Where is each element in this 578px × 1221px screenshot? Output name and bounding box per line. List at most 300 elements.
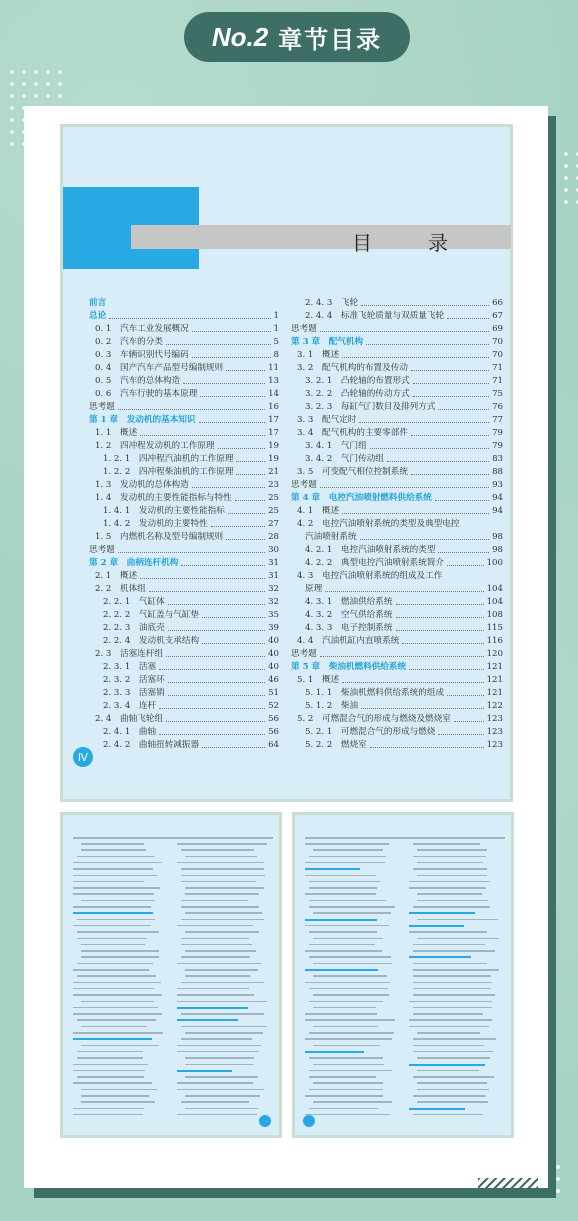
thumbnail-text-line xyxy=(185,1032,263,1034)
leader-dots xyxy=(226,531,265,540)
thumbnail-text-line xyxy=(313,912,391,914)
thumbnail-text-line xyxy=(73,1082,152,1084)
thumbnail-text-line xyxy=(185,912,262,914)
thumbnail-text-line xyxy=(305,925,389,927)
thumbnail-text-line xyxy=(309,1070,392,1072)
thumbnail-text-line xyxy=(77,1057,143,1059)
thumbnail-text-line xyxy=(81,1101,155,1103)
leader-dots xyxy=(320,479,489,488)
thumbnail-text-line xyxy=(177,963,261,965)
toc-entry xyxy=(291,557,503,570)
thumbnail-text-line xyxy=(417,1057,490,1059)
leader-dots xyxy=(159,726,265,735)
thumbnail-text-line xyxy=(177,1070,232,1072)
thumbnail-text-line xyxy=(77,1019,156,1021)
toc-entry xyxy=(89,557,279,570)
toc-entry-title: 0. 4 国产汽车产品型号编制规则 xyxy=(95,363,224,373)
toc-entry-page: 39 xyxy=(268,623,279,633)
thumbnail-text-line xyxy=(181,875,265,877)
thumbnail-text-line xyxy=(185,893,259,895)
toc-entry-page: 71 xyxy=(492,363,503,373)
thumbnail-text-line xyxy=(73,862,162,864)
toc-entry-title: 5. 1. 2 柴油 xyxy=(305,701,359,711)
toc-entry-title: 4. 4 汽油机缸内直喷系统 xyxy=(297,636,400,646)
toc-entry-title: 第 2 章 曲柄连杆机构 xyxy=(89,558,179,568)
toc-entry xyxy=(89,596,279,609)
toc-entry xyxy=(291,349,503,362)
toc-entry-page: 116 xyxy=(486,636,503,646)
thumbnail-text-line xyxy=(185,1064,254,1066)
toc-entry xyxy=(291,362,503,375)
toc-entry xyxy=(291,544,503,557)
toc-entry-title: 2. 1 概述 xyxy=(95,571,138,581)
thumbnail-text-line xyxy=(413,975,491,977)
toc-entry-page: 93 xyxy=(492,480,503,490)
leader-dots xyxy=(454,713,484,722)
toc-entry-page: 25 xyxy=(268,506,279,516)
leader-dots xyxy=(235,492,265,501)
toc-entry-title: 思考题 xyxy=(291,649,317,659)
leader-dots xyxy=(140,427,265,436)
leader-dots xyxy=(149,583,265,592)
thumbnail-text-line xyxy=(81,1001,154,1003)
leader-dots xyxy=(342,674,483,683)
toc-entry-page: 51 xyxy=(268,688,279,698)
thumbnail-text-line xyxy=(181,919,264,921)
toc-entry-title: 2. 2. 4 发动机支承结构 xyxy=(103,636,200,646)
thumbnail-text-line xyxy=(81,1045,159,1047)
toc-entry-page: 19 xyxy=(268,441,279,451)
leader-dots xyxy=(192,479,265,488)
thumbnail-text-line xyxy=(309,887,377,889)
toc-entry-title: 3. 2. 2 凸轮轴的传动方式 xyxy=(305,389,410,399)
leader-dots xyxy=(236,466,265,475)
toc-entry-page: 104 xyxy=(486,584,503,594)
toc-entry xyxy=(291,505,503,518)
thumbnail-text-line xyxy=(413,1114,483,1116)
toc-entry-title: 4. 3. 2 空气供给系统 xyxy=(305,610,393,620)
leader-dots xyxy=(411,362,489,371)
toc-entry xyxy=(89,440,279,453)
thumbnail-text-line xyxy=(409,1064,485,1066)
toc-entry-title: 3. 4 配气机构的主要零部件 xyxy=(297,428,408,438)
thumbnail-text-line xyxy=(305,1114,390,1116)
toc-page xyxy=(60,124,513,802)
leader-dots xyxy=(438,401,489,410)
leader-dots xyxy=(109,310,270,319)
thumbnail-text-line xyxy=(181,900,248,902)
toc-entry-page: 28 xyxy=(268,532,279,542)
toc-entry-title: 汽油喷射系统 xyxy=(305,532,357,542)
toc-entry xyxy=(89,310,279,323)
toc-entry xyxy=(291,648,503,661)
thumbnail-text-line xyxy=(181,906,259,908)
toc-entry-page: 115 xyxy=(486,623,503,633)
toc-entry-title: 4. 3. 3 电子控制系统 xyxy=(305,623,393,633)
toc-entry xyxy=(89,323,279,336)
thumbnail-text-line xyxy=(73,925,151,927)
thumbnail-text-line xyxy=(417,919,498,921)
thumbnail-text-line xyxy=(413,969,499,971)
thumbnail-text-line xyxy=(309,1108,378,1110)
toc-entry-page: 31 xyxy=(268,558,279,568)
toc-entry xyxy=(89,388,279,401)
thumbnail-text-line xyxy=(413,988,491,990)
toc-entry xyxy=(89,362,279,375)
thumbnail-text-line xyxy=(73,868,153,870)
toc-entry xyxy=(89,648,279,661)
thumbnail-text-line xyxy=(77,919,155,921)
thumbnail-text-line xyxy=(413,1007,492,1009)
thumbnail-text-line xyxy=(417,862,483,864)
toc-entry xyxy=(291,440,503,453)
toc-entry-title: 思考题 xyxy=(291,324,317,334)
thumbnail-text-line xyxy=(181,1038,252,1040)
thumbnail-text-line xyxy=(177,1114,257,1116)
thumbnail-text-line xyxy=(309,956,391,958)
toc-entry-page: 17 xyxy=(268,428,279,438)
thumbnail-text-line xyxy=(305,1013,377,1015)
leader-dots xyxy=(202,635,265,644)
toc-entry-page: 70 xyxy=(492,337,503,347)
toc-entry-title: 2. 3. 3 活塞销 xyxy=(103,688,165,698)
leader-dots xyxy=(325,583,483,592)
leader-dots xyxy=(396,609,484,618)
leader-dots xyxy=(236,453,265,462)
thumbnail-text-line xyxy=(313,1082,383,1084)
toc-entry xyxy=(89,609,279,622)
thumbnail-text-line xyxy=(177,925,253,927)
toc-entry xyxy=(89,635,279,648)
thumbnail-text-line xyxy=(417,893,482,895)
toc-entry xyxy=(89,583,279,596)
toc-entry xyxy=(291,622,503,635)
toc-left-column xyxy=(89,297,279,752)
toc-entry xyxy=(89,713,279,726)
thumbnail-text-line xyxy=(77,1051,143,1053)
toc-entry-page: 19 xyxy=(268,454,279,464)
thumbnail-text-line xyxy=(185,950,256,952)
toc-entry-page: 30 xyxy=(268,545,279,555)
thumbnail-page-badge xyxy=(303,1115,315,1127)
toc-entry xyxy=(291,323,503,336)
toc-entry-page: 108 xyxy=(486,610,503,620)
thumbnail-text-line xyxy=(309,1076,376,1078)
toc-entry-title: 3. 5 可变配气相位控制系统 xyxy=(297,467,408,477)
toc-entry xyxy=(89,518,279,531)
toc-entry-title: 3. 2 配气机构的布置及传动 xyxy=(297,363,408,373)
thumbnail-text-line xyxy=(77,1076,144,1078)
toc-entry-page: 98 xyxy=(492,532,503,542)
thumbnail-text-line xyxy=(417,1082,487,1084)
toc-entry xyxy=(89,375,279,388)
toc-entry xyxy=(89,622,279,635)
thumbnail-text-line xyxy=(73,1114,143,1116)
toc-entry-page: 46 xyxy=(268,675,279,685)
toc-entry-title: 1. 4. 2 发动机的主要特性 xyxy=(103,519,208,529)
toc-entry xyxy=(89,726,279,739)
thumbnail-text-line xyxy=(73,881,144,883)
leader-dots xyxy=(166,648,265,657)
toc-entry xyxy=(89,674,279,687)
leader-dots xyxy=(200,388,265,397)
leader-dots xyxy=(361,700,483,709)
toc-entry xyxy=(291,297,503,310)
toc-entry-title: 1. 4 发动机的主要性能指标与特性 xyxy=(95,493,232,503)
leader-dots xyxy=(387,453,489,462)
thumbnail-text-line xyxy=(177,1045,261,1047)
thumbnail-header-line xyxy=(73,837,273,839)
leader-dots xyxy=(320,648,484,657)
thumbnail-text-line xyxy=(409,1026,489,1028)
toc-entry-title: 2. 4. 4 标准飞轮质量与双质量飞轮 xyxy=(305,311,445,321)
thumbnail-text-line xyxy=(417,1089,489,1091)
leader-dots xyxy=(168,596,265,605)
toc-entry xyxy=(89,492,279,505)
toc-entry xyxy=(89,570,279,583)
leader-dots xyxy=(447,687,484,696)
thumbnail-text-line xyxy=(309,856,386,858)
toc-entry-page: 27 xyxy=(268,519,279,529)
leader-dots xyxy=(396,596,484,605)
toc-entry xyxy=(89,687,279,700)
toc-entry xyxy=(291,479,503,492)
thumbnail-text-line xyxy=(417,1032,480,1034)
leader-dots xyxy=(438,726,483,735)
toc-heading: 目 录 xyxy=(352,231,466,255)
toc-entry xyxy=(291,739,503,752)
thumbnail-text-line xyxy=(309,906,395,908)
thumbnail-text-line xyxy=(409,956,471,958)
toc-entry-page: 94 xyxy=(492,506,503,516)
thumbnail-text-line xyxy=(413,963,487,965)
thumbnail-text-line xyxy=(73,1032,163,1034)
toc-entry-title: 2. 3. 2 活塞环 xyxy=(103,675,165,685)
thumbnail-text-line xyxy=(81,1095,149,1097)
thumbnail-text-line xyxy=(305,919,377,921)
toc-entry xyxy=(291,336,503,349)
leader-dots xyxy=(159,700,265,709)
thumbnail-text-line xyxy=(181,1013,264,1015)
toc-entry xyxy=(89,453,279,466)
thumbnail-text-line xyxy=(309,944,375,946)
toc-entry xyxy=(291,492,503,505)
toc-entry-page: 1 xyxy=(273,324,279,334)
leader-dots xyxy=(166,336,271,345)
thumbnail-text-line xyxy=(417,900,488,902)
toc-entry-title: 2. 2. 1 气缸体 xyxy=(103,597,165,607)
toc-entry xyxy=(89,544,279,557)
toc-entry-page: 79 xyxy=(492,441,503,451)
thumbnail-text-line xyxy=(313,938,383,940)
thumbnail-text-line xyxy=(73,906,151,908)
thumbnail-text-line xyxy=(185,931,259,933)
toc-entry xyxy=(291,596,503,609)
thumbnail-text-line xyxy=(413,1051,493,1053)
leader-dots xyxy=(360,531,489,540)
toc-entry-page: 1 xyxy=(273,311,279,321)
thumbnail-text-line xyxy=(313,1007,376,1009)
thumbnail-text-line xyxy=(77,856,155,858)
thumbnail-text-line xyxy=(185,1108,258,1110)
toc-entry-page: 17 xyxy=(268,415,279,425)
toc-entry xyxy=(89,531,279,544)
leader-dots xyxy=(370,739,484,748)
thumbnail-text-line xyxy=(305,1095,383,1097)
toc-entry-title: 0. 2 汽车的分类 xyxy=(95,337,163,347)
thumbnail-text-line xyxy=(305,969,378,971)
toc-entry xyxy=(291,674,503,687)
thumbnail-text-line xyxy=(73,1108,144,1110)
thumbnail-text-line xyxy=(305,862,385,864)
leader-dots xyxy=(342,349,489,358)
thumbnail-text-line xyxy=(185,1076,258,1078)
toc-entry-page: 13 xyxy=(268,376,279,386)
toc-entry xyxy=(291,310,503,323)
toc-entry-title: 原理 xyxy=(305,584,323,594)
toc-entry xyxy=(291,661,503,674)
section-title: 章节目录 xyxy=(278,25,383,54)
leader-dots xyxy=(228,505,265,514)
thumbnail-text-line xyxy=(413,944,485,946)
toc-entry-page: 88 xyxy=(492,467,503,477)
thumbnail-text-line xyxy=(305,950,382,952)
toc-entry xyxy=(291,609,503,622)
toc-entry-title: 4. 2. 2 典型电控汽油喷射系统简介 xyxy=(305,558,445,568)
thumbnail-text-line xyxy=(185,887,264,889)
toc-entry xyxy=(291,401,503,414)
thumbnail-text-line xyxy=(181,938,249,940)
toc-entry xyxy=(89,414,279,427)
thumbnail-text-line xyxy=(313,975,387,977)
leader-dots xyxy=(342,505,489,514)
thumbnail-text-line xyxy=(185,856,257,858)
leader-dots xyxy=(140,570,265,579)
toc-entry-title: 5. 1. 1 柴油机燃料供给系统的组成 xyxy=(305,688,445,698)
leader-dots xyxy=(199,414,266,423)
thumbnail-text-line xyxy=(77,931,159,933)
toc-entry-page: 104 xyxy=(486,597,503,607)
toc-entry-title: 4. 1 概述 xyxy=(297,506,340,516)
thumbnail-text-line xyxy=(73,1070,145,1072)
toc-entry xyxy=(291,700,503,713)
leader-dots xyxy=(413,388,489,397)
thumbnail-text-line xyxy=(177,988,249,990)
thumbnail-text-line xyxy=(309,881,380,883)
toc-entry-title: 2. 3. 1 活塞 xyxy=(103,662,157,672)
thumbnail-text-line xyxy=(413,1045,484,1047)
toc-entry-title: 4. 2 电控汽油喷射系统的类型及典型电控 xyxy=(297,519,460,529)
leader-dots xyxy=(118,544,265,553)
thumbnail-text-line xyxy=(409,1001,492,1003)
toc-entry-page: 35 xyxy=(268,610,279,620)
thumbnail-text-line xyxy=(305,843,389,845)
thumbnail-text-line xyxy=(409,1108,465,1110)
toc-entry xyxy=(89,349,279,362)
leader-dots xyxy=(183,375,265,384)
thumbnail-text-line xyxy=(73,988,154,990)
thumbnail-text-line xyxy=(309,1057,383,1059)
leader-dots xyxy=(166,713,265,722)
toc-entry xyxy=(89,479,279,492)
leader-dots xyxy=(159,661,265,670)
thumbnail-text-line xyxy=(313,1064,384,1066)
thumbnail-text-line xyxy=(177,994,254,996)
toc-entry-title: 2. 4 曲轴飞轮组 xyxy=(95,714,163,724)
thumbnail-text-line xyxy=(417,1101,488,1103)
toc-entry-page: 69 xyxy=(492,324,503,334)
toc-entry xyxy=(291,427,503,440)
leader-dots xyxy=(181,557,265,566)
thumbnail-text-line xyxy=(413,1076,494,1078)
thumbnail-text-line xyxy=(181,1101,249,1103)
thumbnail-text-line xyxy=(309,1089,383,1091)
leader-dots xyxy=(226,362,265,371)
toc-entry-title: 第 5 章 柴油机燃料供给系统 xyxy=(291,662,407,672)
toc-entry xyxy=(291,466,503,479)
toc-entry-page: 52 xyxy=(268,701,279,711)
toc-entry-page: 32 xyxy=(268,584,279,594)
thumbnail-text-line xyxy=(185,1095,260,1097)
toc-entry-title: 0. 3 车辆识别代号编码 xyxy=(95,350,189,360)
toc-entry-page: 8 xyxy=(273,350,279,360)
toc-entry-page: 56 xyxy=(268,714,279,724)
section-number: No.2 xyxy=(211,21,269,52)
leader-dots xyxy=(447,557,484,566)
toc-entry xyxy=(89,505,279,518)
toc-entry-page: 121 xyxy=(486,688,503,698)
toc-entry-title: 4. 2. 1 电控汽油喷射系统的类型 xyxy=(305,545,436,555)
thumbnail-text-line xyxy=(73,912,153,914)
thumbnail-text-line xyxy=(409,1019,492,1021)
thumbnail-text-line xyxy=(409,912,475,914)
toc-entry-page: 32 xyxy=(268,597,279,607)
thumbnail-text-line xyxy=(409,925,464,927)
toc-entry-title: 2. 4. 3 飞轮 xyxy=(305,298,359,308)
leader-dots xyxy=(447,310,489,319)
thumbnail-text-line xyxy=(305,893,376,895)
thumbnail-text-line xyxy=(77,975,156,977)
toc-entry-page: 5 xyxy=(273,337,279,347)
thumbnail-text-line xyxy=(81,849,146,851)
thumbnail-text-line xyxy=(305,875,376,877)
thumbnail-text-line xyxy=(313,1045,380,1047)
toc-entry-page: 67 xyxy=(492,311,503,321)
leader-dots xyxy=(361,297,489,306)
toc-entry-page: 121 xyxy=(486,675,503,685)
toc-page-thumbnail xyxy=(60,812,282,1138)
thumbnail-text-line xyxy=(309,1001,383,1003)
leader-dots xyxy=(438,544,489,553)
leader-dots xyxy=(192,349,271,358)
toc-entry-title: 1. 2. 1 四冲程汽油机的工作原理 xyxy=(103,454,234,464)
thumbnail-text-line xyxy=(413,906,490,908)
toc-entry-title: 0. 5 汽车的总体构造 xyxy=(95,376,181,386)
thumbnail-text-line xyxy=(73,1064,148,1066)
toc-entry-page: 56 xyxy=(268,727,279,737)
toc-entry-title: 第 3 章 配气机构 xyxy=(291,337,364,347)
thumbnail-text-line xyxy=(305,982,390,984)
thumbnail-text-line xyxy=(413,982,492,984)
thumbnail-text-line xyxy=(313,1026,378,1028)
toc-entry-title: 5. 1 概述 xyxy=(297,675,340,685)
leader-dots xyxy=(366,336,489,345)
thumbnail-text-line xyxy=(177,1051,259,1053)
toc-entry-title: 4. 3 电控汽油喷射系统的组成及工作 xyxy=(297,571,443,581)
toc-entry-page: 123 xyxy=(486,727,503,737)
toc-entry-title: 3. 4. 2 气门传动组 xyxy=(305,454,384,464)
toc-entry-title: 1. 1 概述 xyxy=(95,428,138,438)
